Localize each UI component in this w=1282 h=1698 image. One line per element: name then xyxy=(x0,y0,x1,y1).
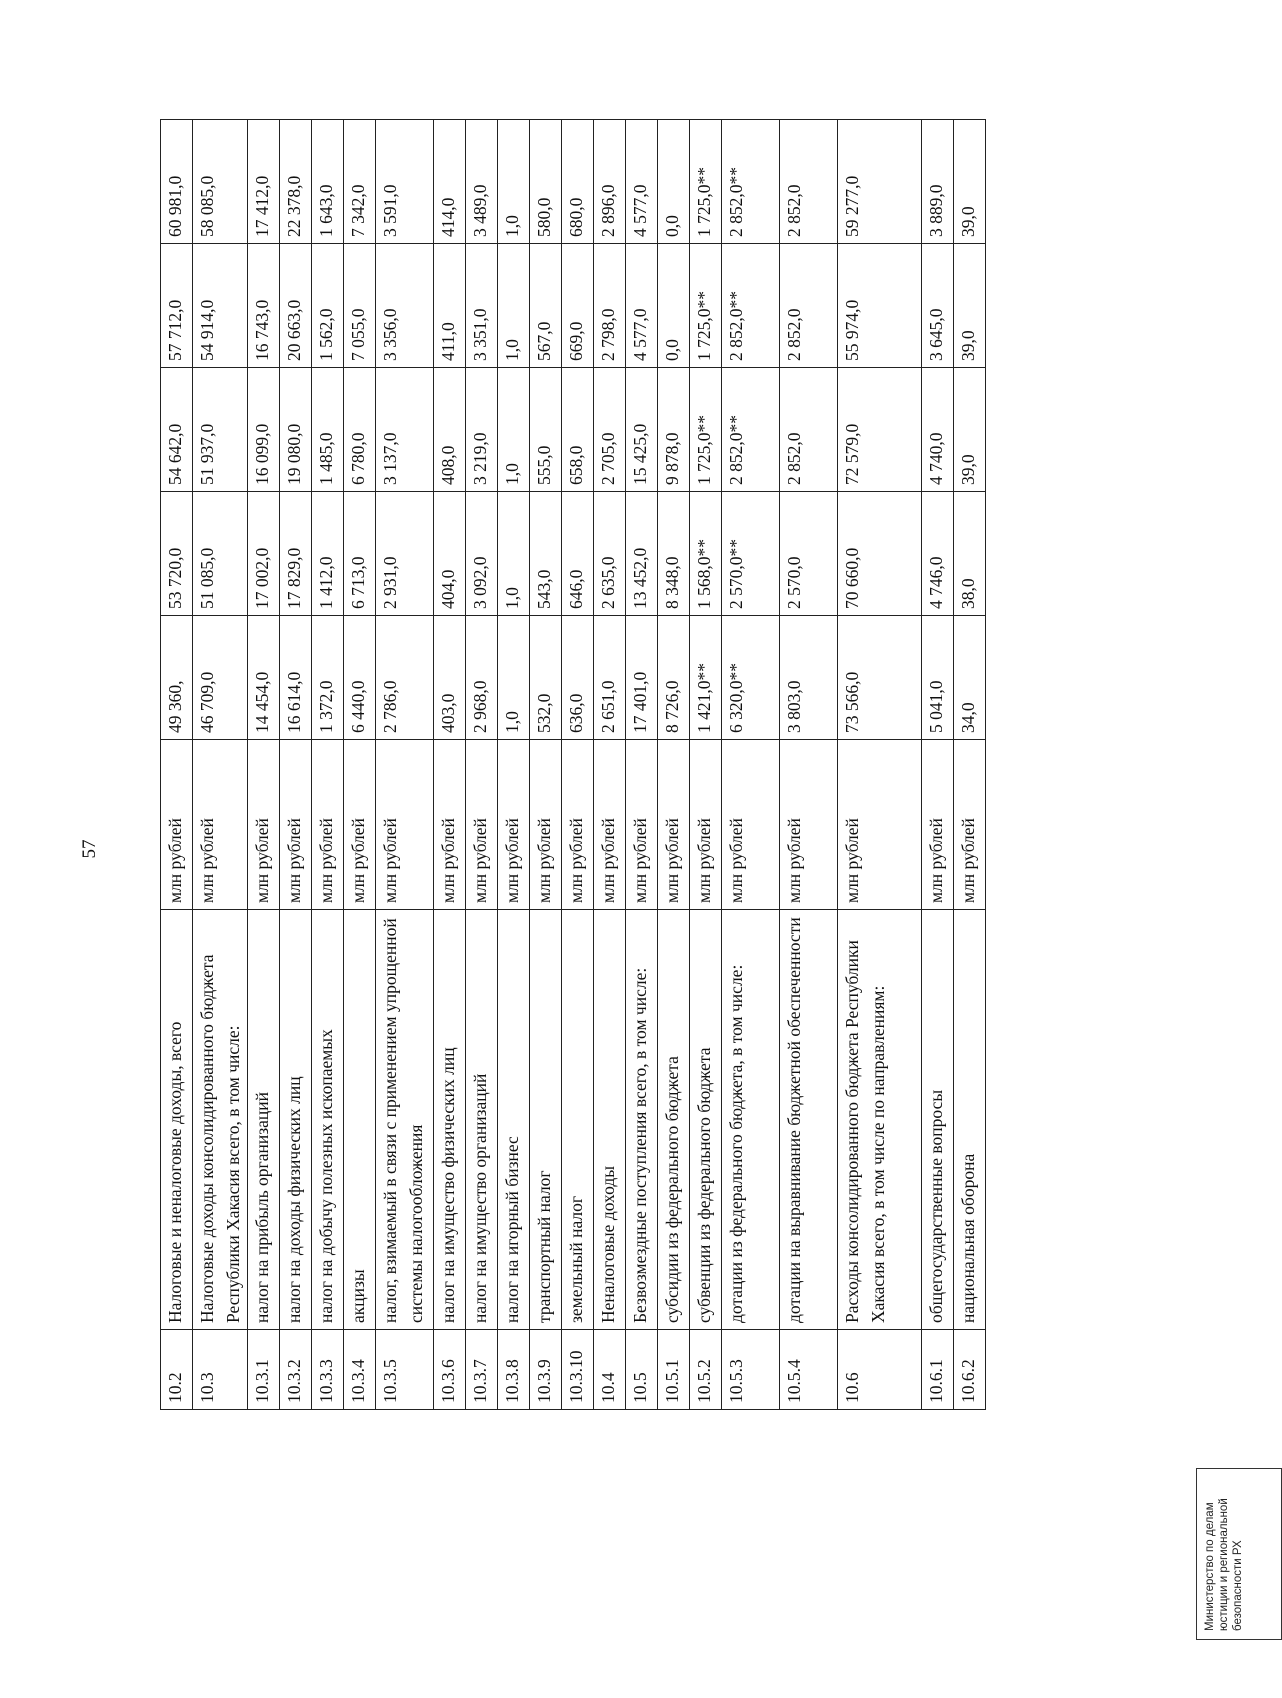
table-row xyxy=(562,120,594,1410)
table-row xyxy=(312,120,344,1410)
value-cell: 408,0 xyxy=(434,368,466,492)
row-number: 10.3.6 xyxy=(434,1330,466,1410)
value-cell: 2 705,0 xyxy=(594,368,626,492)
indicator-name: акцизы xyxy=(344,910,376,1330)
value-cell: 2 651,0 xyxy=(594,616,626,740)
value-cell: 73 566,0 xyxy=(838,616,922,740)
value-cell: 555,0 xyxy=(530,368,562,492)
value-cell: 6 440,0 xyxy=(344,616,376,740)
value-cell: 2 931,0 xyxy=(376,492,434,616)
table-row xyxy=(922,120,954,1410)
value-cell: 669,0 xyxy=(562,244,594,368)
table-row xyxy=(594,120,626,1410)
table-row xyxy=(838,120,922,1410)
row-number: 10.3 xyxy=(193,1330,248,1410)
indicator-name: Расходы консолидированного бюджета Республики Хакасия всего, в том числе по направлениям: xyxy=(838,910,922,1330)
value-cell: 9 878,0 xyxy=(658,368,690,492)
table-row xyxy=(344,120,376,1410)
value-cell: 51 937,0 xyxy=(193,368,248,492)
value-cell: 2 798,0 xyxy=(594,244,626,368)
row-number: 10.3.3 xyxy=(312,1330,344,1410)
indicator-name: субвенции из федерального бюджета xyxy=(690,910,722,1330)
value-cell: 14 454,0 xyxy=(248,616,280,740)
value-cell: 51 085,0 xyxy=(193,492,248,616)
stamp-line: юстиции и региональной xyxy=(1218,1498,1230,1631)
value-cell: 8 348,0 xyxy=(658,492,690,616)
unit-cell: млн рублей xyxy=(376,740,434,910)
value-cell: 3 356,0 xyxy=(376,244,434,368)
unit-cell: млн рублей xyxy=(344,740,376,910)
value-cell: 2 968,0 xyxy=(466,616,498,740)
value-cell: 1 643,0 xyxy=(312,120,344,244)
value-cell: 4 577,0 xyxy=(626,120,658,244)
value-cell: 411,0 xyxy=(434,244,466,368)
value-cell: 4 746,0 xyxy=(922,492,954,616)
value-cell: 39,0 xyxy=(954,368,986,492)
value-cell: 1,0 xyxy=(498,492,530,616)
row-number: 10.3.4 xyxy=(344,1330,376,1410)
value-cell: 3 351,0 xyxy=(466,244,498,368)
unit-cell: млн рублей xyxy=(312,740,344,910)
unit-cell: млн рублей xyxy=(658,740,690,910)
value-cell: 2 570,0** xyxy=(722,492,780,616)
value-cell: 19 080,0 xyxy=(280,368,312,492)
value-cell: 2 786,0 xyxy=(376,616,434,740)
value-cell: 658,0 xyxy=(562,368,594,492)
unit-cell: млн рублей xyxy=(690,740,722,910)
value-cell: 39,0 xyxy=(954,244,986,368)
value-cell: 49 360, xyxy=(161,616,193,740)
value-cell: 7 342,0 xyxy=(344,120,376,244)
unit-cell: млн рублей xyxy=(838,740,922,910)
value-cell: 532,0 xyxy=(530,616,562,740)
value-cell: 70 660,0 xyxy=(838,492,922,616)
value-cell: 17 829,0 xyxy=(280,492,312,616)
indicator-name: субсидии из федерального бюджета xyxy=(658,910,690,1330)
value-cell: 3 591,0 xyxy=(376,120,434,244)
table-row xyxy=(466,120,498,1410)
value-cell: 1 725,0** xyxy=(690,368,722,492)
row-number: 10.3.1 xyxy=(248,1330,280,1410)
value-cell: 17 412,0 xyxy=(248,120,280,244)
row-number: 10.3.7 xyxy=(466,1330,498,1410)
value-cell: 3 489,0 xyxy=(466,120,498,244)
value-cell: 543,0 xyxy=(530,492,562,616)
unit-cell: млн рублей xyxy=(722,740,780,910)
table-row xyxy=(434,120,466,1410)
unit-cell: млн рублей xyxy=(562,740,594,910)
table-row xyxy=(690,120,722,1410)
value-cell: 1,0 xyxy=(498,120,530,244)
table-row xyxy=(722,120,780,1410)
value-cell: 54 914,0 xyxy=(193,244,248,368)
indicator-name: общегосударственные вопросы xyxy=(922,910,954,1330)
row-number: 10.2 xyxy=(161,1330,193,1410)
value-cell: 57 712,0 xyxy=(161,244,193,368)
table-row xyxy=(376,120,434,1410)
value-cell: 1,0 xyxy=(498,244,530,368)
unit-cell: млн рублей xyxy=(780,740,838,910)
value-cell: 3 219,0 xyxy=(466,368,498,492)
value-cell: 60 981,0 xyxy=(161,120,193,244)
table-row xyxy=(954,120,986,1410)
indicator-name: Неналоговые доходы xyxy=(594,910,626,1330)
unit-cell: млн рублей xyxy=(466,740,498,910)
value-cell: 0,0 xyxy=(658,244,690,368)
value-cell: 59 277,0 xyxy=(838,120,922,244)
value-cell: 13 452,0 xyxy=(626,492,658,616)
value-cell: 16 614,0 xyxy=(280,616,312,740)
value-cell: 2 852,0 xyxy=(780,120,838,244)
value-cell: 54 642,0 xyxy=(161,368,193,492)
value-cell: 20 663,0 xyxy=(280,244,312,368)
unit-cell: млн рублей xyxy=(626,740,658,910)
row-number: 10.5 xyxy=(626,1330,658,1410)
value-cell: 1 421,0** xyxy=(690,616,722,740)
value-cell: 580,0 xyxy=(530,120,562,244)
value-cell: 39,0 xyxy=(954,120,986,244)
table-row xyxy=(530,120,562,1410)
unit-cell: млн рублей xyxy=(594,740,626,910)
value-cell: 2 896,0 xyxy=(594,120,626,244)
row-number: 10.3.10 xyxy=(562,1330,594,1410)
indicator-name: Налоговые доходы консолидированного бюджета Республики Хакасия всего, в том числе: xyxy=(193,910,248,1330)
row-number: 10.3.2 xyxy=(280,1330,312,1410)
unit-cell: млн рублей xyxy=(280,740,312,910)
page-number: 57 xyxy=(79,839,100,859)
indicator-name: дотации на выравнивание бюджетной обеспеченности xyxy=(780,910,838,1330)
value-cell: 53 720,0 xyxy=(161,492,193,616)
value-cell: 2 852,0** xyxy=(722,244,780,368)
table-row xyxy=(280,120,312,1410)
value-cell: 1,0 xyxy=(498,368,530,492)
row-number: 10.5.1 xyxy=(658,1330,690,1410)
value-cell: 403,0 xyxy=(434,616,466,740)
value-cell: 6 320,0** xyxy=(722,616,780,740)
indicator-name: налог, взимаемый в связи с применением упрощенной системы налогообложения xyxy=(376,910,434,1330)
value-cell: 1,0 xyxy=(498,616,530,740)
value-cell: 680,0 xyxy=(562,120,594,244)
table-row xyxy=(248,120,280,1410)
value-cell: 17 401,0 xyxy=(626,616,658,740)
value-cell: 16 099,0 xyxy=(248,368,280,492)
row-number: 10.3.5 xyxy=(376,1330,434,1410)
value-cell: 15 425,0 xyxy=(626,368,658,492)
value-cell: 46 709,0 xyxy=(193,616,248,740)
indicator-name: налог на имущество физических лиц xyxy=(434,910,466,1330)
value-cell: 2 852,0 xyxy=(780,244,838,368)
value-cell: 2 852,0 xyxy=(780,368,838,492)
value-cell: 636,0 xyxy=(562,616,594,740)
value-cell: 1 725,0** xyxy=(690,244,722,368)
indicator-name: налог на игорный бизнес xyxy=(498,910,530,1330)
row-number: 10.5.2 xyxy=(690,1330,722,1410)
row-number: 10.3.8 xyxy=(498,1330,530,1410)
unit-cell: млн рублей xyxy=(530,740,562,910)
row-number: 10.6 xyxy=(838,1330,922,1410)
value-cell: 58 085,0 xyxy=(193,120,248,244)
stamp-line: Министерство по делам xyxy=(1204,1502,1216,1631)
value-cell: 1 562,0 xyxy=(312,244,344,368)
value-cell: 17 002,0 xyxy=(248,492,280,616)
value-cell: 2 570,0 xyxy=(780,492,838,616)
table-row xyxy=(193,120,248,1410)
ministry-stamp xyxy=(1196,1468,1282,1640)
table-row xyxy=(658,120,690,1410)
indicator-name: транспортный налог xyxy=(530,910,562,1330)
table-row xyxy=(498,120,530,1410)
value-cell: 2 852,0** xyxy=(722,120,780,244)
value-cell: 3 803,0 xyxy=(780,616,838,740)
indicator-name: налог на имущество организаций xyxy=(466,910,498,1330)
value-cell: 4 577,0 xyxy=(626,244,658,368)
indicator-name: дотации из федерального бюджета, в том числе: xyxy=(722,910,780,1330)
value-cell: 5 041,0 xyxy=(922,616,954,740)
value-cell: 6 780,0 xyxy=(344,368,376,492)
value-cell: 414,0 xyxy=(434,120,466,244)
indicator-name: национальная оборона xyxy=(954,910,986,1330)
value-cell: 16 743,0 xyxy=(248,244,280,368)
unit-cell: млн рублей xyxy=(498,740,530,910)
row-number: 10.5.3 xyxy=(722,1330,780,1410)
value-cell: 0,0 xyxy=(658,120,690,244)
stamp-line: безопасности РХ xyxy=(1232,1540,1244,1631)
value-cell: 3 889,0 xyxy=(922,120,954,244)
value-cell: 38,0 xyxy=(954,492,986,616)
row-number: 10.6.1 xyxy=(922,1330,954,1410)
table-body xyxy=(161,120,986,1410)
value-cell: 22 378,0 xyxy=(280,120,312,244)
table-row xyxy=(161,120,193,1410)
value-cell: 1 725,0** xyxy=(690,120,722,244)
budget-table xyxy=(160,119,986,1410)
indicator-name: Безвозмездные поступления всего, в том числе: xyxy=(626,910,658,1330)
table-row xyxy=(780,120,838,1410)
value-cell: 3 137,0 xyxy=(376,368,434,492)
unit-cell: млн рублей xyxy=(161,740,193,910)
value-cell: 1 485,0 xyxy=(312,368,344,492)
indicator-name: Налоговые и неналоговые доходы, всего xyxy=(161,910,193,1330)
value-cell: 7 055,0 xyxy=(344,244,376,368)
value-cell: 4 740,0 xyxy=(922,368,954,492)
row-number: 10.4 xyxy=(594,1330,626,1410)
unit-cell: млн рублей xyxy=(248,740,280,910)
value-cell: 3 092,0 xyxy=(466,492,498,616)
unit-cell: млн рублей xyxy=(954,740,986,910)
indicator-name: налог на доходы физических лиц xyxy=(280,910,312,1330)
value-cell: 3 645,0 xyxy=(922,244,954,368)
value-cell: 6 713,0 xyxy=(344,492,376,616)
value-cell: 1 412,0 xyxy=(312,492,344,616)
value-cell: 1 568,0** xyxy=(690,492,722,616)
indicator-name: земельный налог xyxy=(562,910,594,1330)
table-row xyxy=(626,120,658,1410)
indicator-name: налог на добычу полезных ископаемых xyxy=(312,910,344,1330)
unit-cell: млн рублей xyxy=(922,740,954,910)
value-cell: 404,0 xyxy=(434,492,466,616)
value-cell: 55 974,0 xyxy=(838,244,922,368)
rotated-table-container xyxy=(160,120,1060,1410)
value-cell: 8 726,0 xyxy=(658,616,690,740)
value-cell: 2 635,0 xyxy=(594,492,626,616)
value-cell: 2 852,0** xyxy=(722,368,780,492)
value-cell: 72 579,0 xyxy=(838,368,922,492)
value-cell: 567,0 xyxy=(530,244,562,368)
row-number: 10.3.9 xyxy=(530,1330,562,1410)
value-cell: 1 372,0 xyxy=(312,616,344,740)
row-number: 10.5.4 xyxy=(780,1330,838,1410)
row-number: 10.6.2 xyxy=(954,1330,986,1410)
indicator-name: налог на прибыль организаций xyxy=(248,910,280,1330)
unit-cell: млн рублей xyxy=(193,740,248,910)
value-cell: 34,0 xyxy=(954,616,986,740)
unit-cell: млн рублей xyxy=(434,740,466,910)
value-cell: 646,0 xyxy=(562,492,594,616)
